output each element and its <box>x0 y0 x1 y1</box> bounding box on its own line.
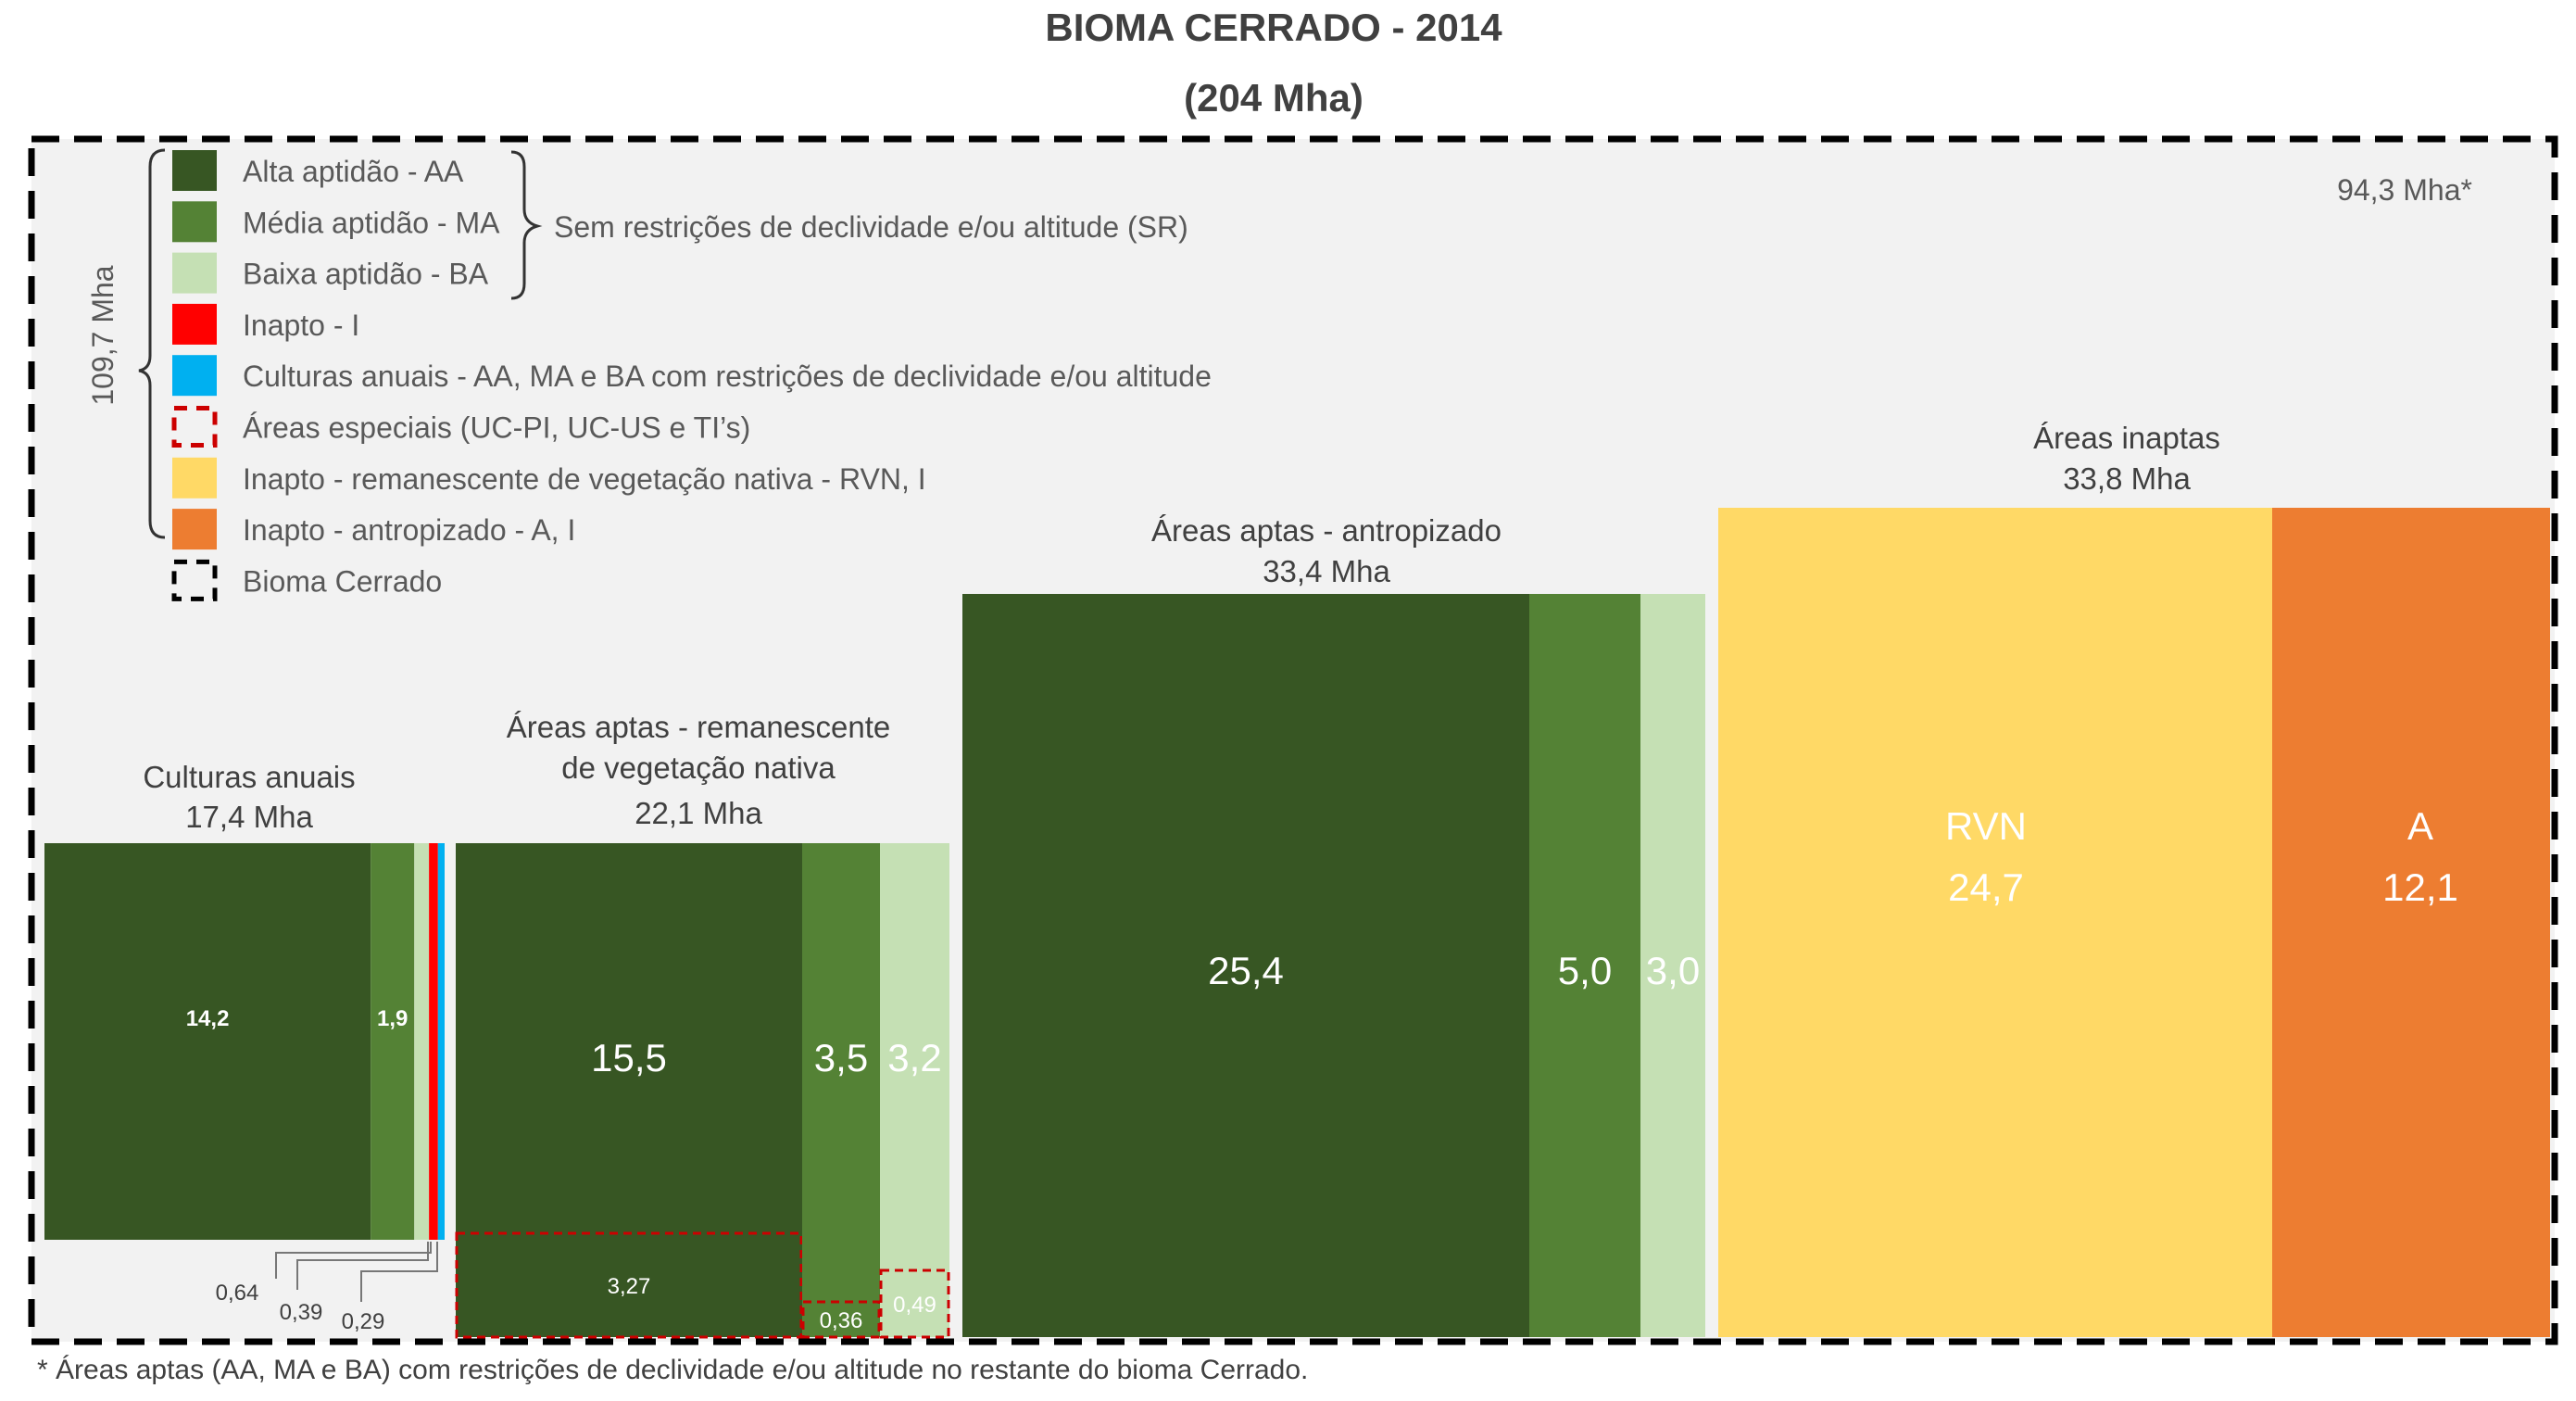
brace-total-label: 109,7 Mha <box>86 265 119 406</box>
value-label-areas-aptas-remanescente-ba: 3,2 <box>887 1036 942 1079</box>
group-title-remanescente-1: Áreas aptas - remanescente <box>506 710 891 744</box>
value-label-areas-aptas-antropizado-aa: 25,4 <box>1208 949 1284 992</box>
block-culturas-anuais-ba <box>414 843 429 1240</box>
block-areas-aptas-remanescente-ba <box>880 843 949 1337</box>
culturas-restricoes-label: 0,29 <box>341 1309 385 1334</box>
legend-label-rvn: Inapto - remanescente de vegetação nativa - RVN, I <box>243 461 926 496</box>
remaining-area-label: 94,3 Mha* <box>2337 173 2472 207</box>
legend-swatch-ba <box>172 253 217 294</box>
legend-label-i: Inapto - I <box>243 308 360 342</box>
block-culturas-anuais-ma <box>371 843 414 1240</box>
value-label-culturas-anuais-aa: 14,2 <box>185 1005 230 1031</box>
group-title-antropizado: Áreas aptas - antropizado <box>1151 513 1502 548</box>
chart-subtitle: (204 Mha) <box>1184 76 1363 120</box>
group-total-antropizado: 33,4 Mha <box>1263 554 1390 588</box>
footnote: * Áreas aptas (AA, MA e BA) com restrições de declividade e/ou altitude no restante do bioma Cerrado. <box>37 1355 1309 1385</box>
block-areas-inaptas-rvn <box>1718 508 2272 1337</box>
group-title-inaptas: Áreas inaptas <box>2033 421 2220 455</box>
group-title-culturas: Culturas anuais <box>143 760 356 794</box>
legend-label-ba: Baixa aptidão - BA <box>243 257 489 291</box>
group-total-culturas: 17,4 Mha <box>185 800 313 834</box>
legend-swatch-i <box>172 304 217 345</box>
group-total-remanescente: 22,1 Mha <box>635 796 762 830</box>
value-label-areas-aptas-remanescente-aa: 15,5 <box>591 1036 667 1079</box>
legend-label-especiais: Áreas especiais (UC-PI, UC-US e TI’s) <box>243 410 751 445</box>
block-culturas-anuais-i <box>429 843 438 1240</box>
value-label-areas-inaptas-rvn: 24,7 <box>1948 865 2024 909</box>
value-label-areas-aptas-antropizado-ba: 3,0 <box>1645 949 1701 992</box>
block-areas-aptas-remanescente-aa <box>456 843 802 1337</box>
block-culturas-anuais-aa <box>44 843 371 1240</box>
value-label-areas-aptas-antropizado-ma: 5,0 <box>1557 949 1613 992</box>
legend-swatch-a <box>172 509 217 549</box>
segment-name-areas-inaptas-a: A <box>2406 804 2434 848</box>
segment-name-areas-inaptas-rvn: RVN <box>1945 804 2027 848</box>
block-areas-inaptas-a <box>2272 508 2550 1337</box>
legend-label-bioma: Bioma Cerrado <box>243 564 443 599</box>
especiais-label-areas-aptas-remanescente-aa: 3,27 <box>607 1274 651 1299</box>
legend-label-a: Inapto - antropizado - A, I <box>243 513 576 548</box>
legend-label-aa: Alta aptidão - AA <box>243 155 464 188</box>
culturas-i-label: 0,39 <box>279 1300 323 1325</box>
legend-label-ma: Média aptidão - MA <box>243 206 500 240</box>
legend-label-culturas: Culturas anuais - AA, MA e BA com restrições de declividade e/ou altitude <box>243 360 1212 394</box>
sr-label: Sem restrições de declividade e/ou altitude (SR) <box>554 210 1188 244</box>
legend-swatch-ma <box>172 201 217 242</box>
especiais-label-areas-aptas-remanescente-ba: 0,49 <box>893 1293 936 1318</box>
legend-swatch-aa <box>172 150 217 191</box>
chart-title: BIOMA CERRADO - 2014 <box>1045 6 1502 49</box>
group-title-remanescente-2: de vegetação nativa <box>561 751 836 785</box>
legend-swatch-rvn <box>172 458 217 499</box>
block-areas-aptas-remanescente-ma <box>802 843 880 1337</box>
group-total-inaptas: 33,8 Mha <box>2063 461 2191 496</box>
culturas-ba-label: 0,64 <box>215 1281 259 1306</box>
value-label-areas-inaptas-a: 12,1 <box>2382 865 2458 909</box>
value-label-areas-aptas-remanescente-ma: 3,5 <box>813 1036 869 1079</box>
block-culturas-anuais-culturas <box>438 843 445 1240</box>
value-label-culturas-anuais-ma: 1,9 <box>377 1005 408 1031</box>
legend-swatch-culturas <box>172 355 217 396</box>
especiais-label-areas-aptas-remanescente-ma: 0,36 <box>819 1308 863 1333</box>
